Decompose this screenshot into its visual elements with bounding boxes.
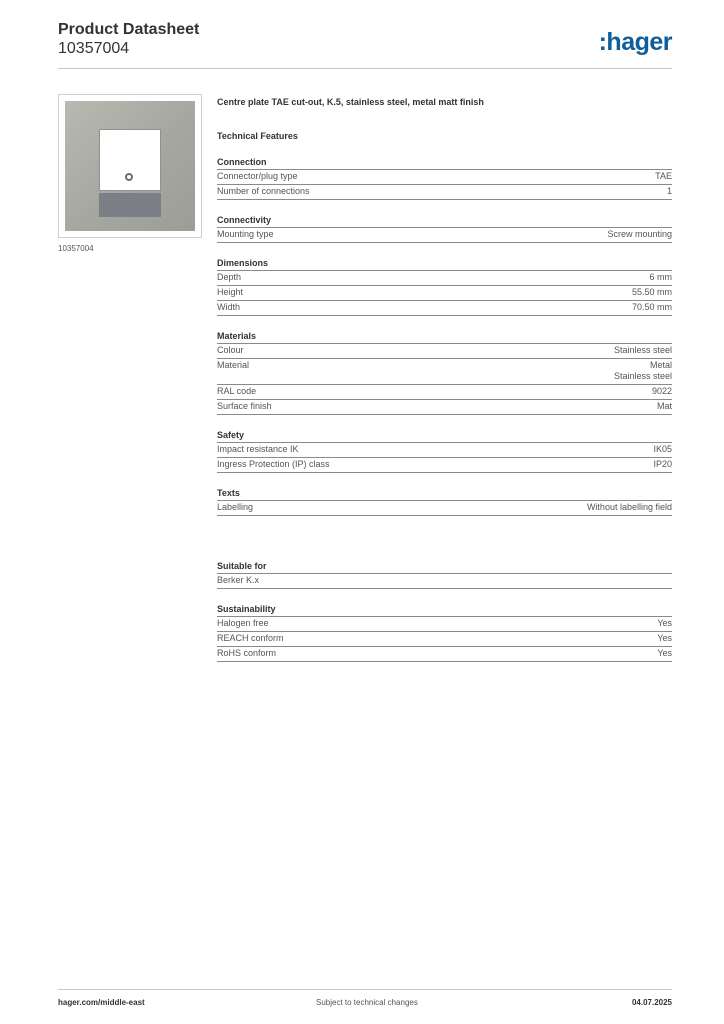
section-suitable-for <box>217 560 672 589</box>
spec-value-line: Stainless steel <box>613 345 672 355</box>
section-safety <box>217 429 672 473</box>
section-title: Sustainability <box>217 603 672 617</box>
section-title: Connectivity <box>217 214 672 228</box>
hager-logo: :hager <box>598 28 672 56</box>
spec-value-line: Mat <box>656 401 672 411</box>
section-connectivity <box>217 214 672 243</box>
spec-row <box>217 617 672 632</box>
spec-row <box>217 228 672 243</box>
spec-row <box>217 286 672 301</box>
spec-row <box>217 632 672 647</box>
spec-value <box>614 345 672 356</box>
spec-row <box>217 271 672 286</box>
spec-row <box>217 458 672 473</box>
spec-value <box>657 401 672 412</box>
spec-value-line: Yes <box>657 618 672 628</box>
spec-value <box>587 502 672 513</box>
spec-label: Height <box>217 287 244 297</box>
spec-value-line: Metal <box>649 360 672 370</box>
spec-row <box>217 385 672 400</box>
section-sustainability <box>217 603 672 662</box>
technical-content <box>217 96 672 662</box>
product-number: 10357004 <box>58 40 130 57</box>
page-header <box>58 20 672 68</box>
spec-value <box>614 360 672 382</box>
footer-notice: Subject to technical changes <box>316 998 418 1007</box>
spec-value <box>632 302 672 313</box>
spec-value <box>632 287 672 298</box>
tae-cutout <box>99 129 161 191</box>
spec-label: RAL code <box>217 386 257 396</box>
spec-value <box>650 272 673 283</box>
image-caption: 10357004 <box>58 244 94 253</box>
spec-value-line: 9022 <box>651 386 672 396</box>
spec-value <box>652 386 672 397</box>
header-divider <box>58 68 672 69</box>
section-title: Dimensions <box>217 257 672 271</box>
spec-label: Width <box>217 302 241 312</box>
spec-label: Halogen free <box>217 618 269 628</box>
spec-value <box>653 444 672 455</box>
spec-row <box>217 185 672 200</box>
spec-row <box>217 574 672 589</box>
spec-row <box>217 359 672 385</box>
spec-label: Ingress Protection (IP) class <box>217 459 330 469</box>
spec-label: Impact resistance IK <box>217 444 299 454</box>
centre-plate-illustration <box>65 101 195 231</box>
footer-website: hager.com/middle-east <box>58 998 145 1007</box>
technical-features-heading: Technical Features <box>217 131 298 141</box>
section-title: Texts <box>217 487 672 501</box>
spec-label: Colour <box>217 345 244 355</box>
section-materials <box>217 330 672 415</box>
spec-row <box>217 344 672 359</box>
spec-label: RoHS conform <box>217 648 277 658</box>
footer-divider <box>58 989 672 990</box>
label-strip <box>99 193 161 217</box>
spec-label: Labelling <box>217 502 254 512</box>
spec-value-line: Yes <box>657 633 672 643</box>
spec-label: Material <box>217 360 250 370</box>
spec-value-line: IK05 <box>653 444 672 454</box>
spec-row <box>217 400 672 415</box>
spec-value-line: TAE <box>655 171 672 181</box>
product-name: Centre plate TAE cut-out, K.5, stainless steel, metal matt finish <box>217 97 484 107</box>
spec-label: REACH conform <box>217 633 284 643</box>
document-title: Product Datasheet <box>58 21 200 38</box>
feature-sections <box>217 156 672 662</box>
section-title: Connection <box>217 156 672 170</box>
spec-value-line: Yes <box>657 648 672 658</box>
spec-label: Mounting type <box>217 229 274 239</box>
spec-value-line: IP20 <box>653 459 672 469</box>
spec-label: Berker K.x <box>217 575 260 585</box>
spec-row <box>217 443 672 458</box>
product-image <box>58 94 202 238</box>
spec-row <box>217 301 672 316</box>
spec-value <box>657 633 672 644</box>
spec-value <box>655 171 672 182</box>
spec-value <box>667 186 672 197</box>
section-title: Suitable for <box>217 560 672 574</box>
spec-label: Connector/plug type <box>217 171 298 181</box>
spec-value-line: 6 mm <box>649 272 672 282</box>
spec-label: Depth <box>217 272 242 282</box>
footer-date: 04.07.2025 <box>631 998 672 1007</box>
section-title: Safety <box>217 429 672 443</box>
section-texts <box>217 487 672 516</box>
section-title: Materials <box>217 330 672 344</box>
spec-row <box>217 170 672 185</box>
spec-value-line: Without labelling field <box>586 502 672 512</box>
spec-value <box>653 459 672 470</box>
spec-value-line: 70.50 mm <box>631 302 672 312</box>
spec-value <box>657 618 672 629</box>
spec-label: Number of connections <box>217 186 310 196</box>
screw-icon <box>125 173 133 181</box>
spec-value-line: Screw mounting <box>607 229 672 239</box>
section-dimensions <box>217 257 672 316</box>
spec-value <box>657 648 672 659</box>
page-footer <box>58 998 672 1010</box>
spec-row <box>217 501 672 516</box>
spec-row <box>217 647 672 662</box>
spec-value-line: Stainless steel <box>613 371 672 381</box>
spec-label: Surface finish <box>217 401 272 411</box>
spec-value-line: 55.50 mm <box>631 287 672 297</box>
section-connection <box>217 156 672 200</box>
spec-value-line: 1 <box>666 186 672 196</box>
spec-value <box>607 229 672 240</box>
